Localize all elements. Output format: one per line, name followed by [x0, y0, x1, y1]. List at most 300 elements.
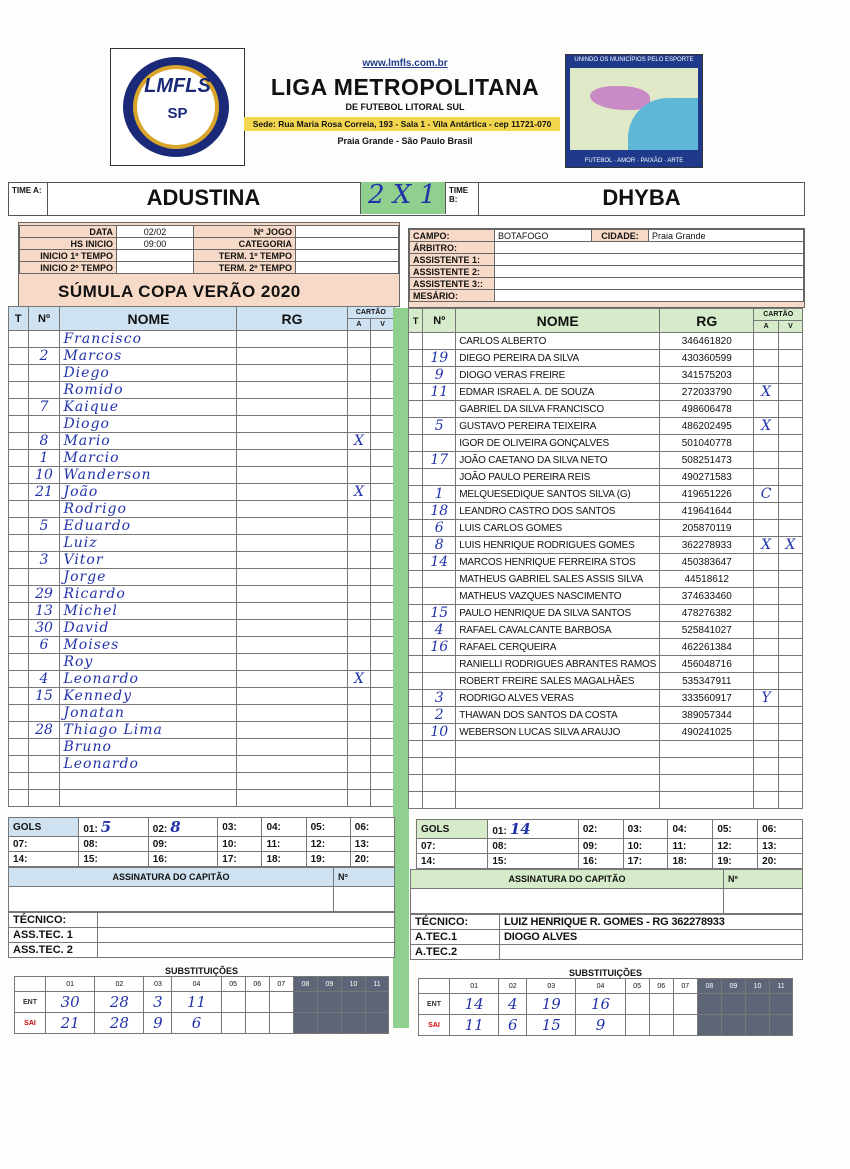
- card-a: [347, 450, 371, 467]
- card-a: [347, 348, 371, 365]
- card-a: [754, 741, 778, 758]
- card-a: [754, 724, 778, 741]
- goal-slot: [623, 820, 668, 839]
- player-rg: 205870119: [660, 520, 754, 537]
- goal-slot-label: 20:: [354, 853, 370, 865]
- goal-slot: [417, 854, 488, 869]
- staff-label: TÉCNICO:: [9, 913, 98, 928]
- player-name: Romido: [60, 382, 237, 399]
- goal-slot-label: 14:: [421, 855, 436, 867]
- table-row: [409, 469, 803, 486]
- site-link[interactable]: www.lmfls.com.br: [362, 58, 448, 69]
- team-a-label: TIME A:: [12, 186, 42, 195]
- card-v: [371, 671, 395, 688]
- sub-col-header: 08: [697, 979, 721, 994]
- player-rg: [237, 518, 347, 535]
- player-name: DIOGO VERAS FREIRE: [456, 367, 660, 384]
- info-left-cell: [117, 250, 194, 262]
- card-a: [347, 705, 371, 722]
- table-row: [409, 367, 803, 384]
- table-row: [9, 518, 395, 535]
- staff-value: DIOGO ALVES: [500, 930, 803, 945]
- card-v: [371, 535, 395, 552]
- staff-value: [98, 943, 395, 958]
- logo-sub: SP: [167, 105, 188, 122]
- card-a: [347, 331, 371, 348]
- player-number: 11: [423, 384, 456, 401]
- player-name: Diogo: [60, 416, 237, 433]
- player-rg: [660, 758, 754, 775]
- col-cartao: CARTÃO: [347, 307, 394, 319]
- sub-col-header: 10: [341, 977, 365, 992]
- player-number: 6: [423, 520, 456, 537]
- player-number: 4: [28, 671, 60, 688]
- staff-label: ASS.TEC. 2: [9, 943, 98, 958]
- player-name: RANIELLI RODRIGUES ABRANTES RAMOS: [456, 656, 660, 673]
- player-number: 21: [28, 484, 60, 501]
- sub-col-header: 09: [317, 977, 341, 992]
- card-a: [347, 773, 371, 790]
- player-name: Kaique: [60, 399, 237, 416]
- subs-left: [14, 966, 389, 1034]
- sub-cell: 9: [144, 1013, 172, 1034]
- card-v: [778, 571, 802, 588]
- card-a: [347, 722, 371, 739]
- sub-row-label: ENT: [419, 994, 450, 1015]
- player-name: ROBERT FREIRE SALES MAGALHÃES: [456, 673, 660, 690]
- table-row: [9, 654, 395, 671]
- table-row: [9, 790, 395, 807]
- table-row: [9, 603, 395, 620]
- sub-col-header: 05: [625, 979, 649, 994]
- card-v: [371, 586, 395, 603]
- goal-slot: [306, 837, 350, 852]
- card-v: [371, 756, 395, 773]
- goal-slot: [218, 837, 262, 852]
- sub-cell: [245, 1013, 269, 1034]
- card-v: [778, 588, 802, 605]
- info-left-cell: INICIO 1º TEMPO: [20, 250, 117, 262]
- sub-cell: [625, 994, 649, 1015]
- staff-left: [8, 912, 395, 958]
- player-rg: [237, 671, 347, 688]
- table-row: [9, 399, 395, 416]
- sub-cell: [317, 992, 341, 1013]
- table-row: [9, 484, 395, 501]
- player-number: [28, 739, 60, 756]
- card-a: [347, 586, 371, 603]
- player-rg: [237, 552, 347, 569]
- table-row: [409, 554, 803, 571]
- card-v: [371, 433, 395, 450]
- player-name: João: [60, 484, 237, 501]
- info-right-label: ÁRBITRO:: [410, 242, 495, 254]
- card-v: [371, 416, 395, 433]
- info-left-cell: 09:00: [117, 238, 194, 250]
- col-cartao-b: CARTÃO: [754, 309, 803, 321]
- card-a: [347, 382, 371, 399]
- player-name: MATHEUS VAZQUES NASCIMENTO: [456, 588, 660, 605]
- player-rg: [237, 467, 347, 484]
- player-name: LEANDRO CASTRO DOS SANTOS: [456, 503, 660, 520]
- info-left-cell: INICIO 2º TEMPO: [20, 262, 117, 274]
- card-v: [371, 382, 395, 399]
- table-row: [9, 773, 395, 790]
- goal-slot-label: 03:: [222, 821, 237, 833]
- staff-label: ASS.TEC. 1: [9, 928, 98, 943]
- col-a: A: [347, 319, 371, 331]
- sub-col-header: 03: [144, 977, 172, 992]
- sub-cell: 16: [576, 994, 625, 1015]
- info-right-label: ASSISTENTE 2:: [410, 266, 495, 278]
- player-name: Kennedy: [60, 688, 237, 705]
- goal-slot-label: 18:: [672, 855, 687, 867]
- league-title: LIGA METROPOLITANA: [270, 74, 540, 100]
- card-v: [371, 790, 395, 807]
- table-row: [409, 639, 803, 656]
- player-name: Wanderson: [60, 467, 237, 484]
- staff-label: A.TEC.1: [411, 930, 500, 945]
- info-right-label: MESÁRIO:: [410, 290, 495, 302]
- goal-slot: [713, 854, 758, 869]
- campo-value: BOTAFOGO: [495, 230, 592, 242]
- goal-slot: [9, 852, 79, 867]
- player-number: 8: [28, 433, 60, 450]
- sub-cell: [293, 1013, 317, 1034]
- player-number: [28, 654, 60, 671]
- card-v: [778, 554, 802, 571]
- goal-slot-label: 13:: [762, 840, 777, 852]
- card-v: [778, 622, 802, 639]
- goal-slot: [350, 852, 394, 867]
- card-a: [347, 620, 371, 637]
- campo-label: CAMPO:: [410, 230, 495, 242]
- player-number: 19: [423, 350, 456, 367]
- card-a: [754, 707, 778, 724]
- table-row: [409, 741, 803, 758]
- card-a: [754, 469, 778, 486]
- divider-bar: [393, 308, 409, 1028]
- table-row: [9, 586, 395, 603]
- info-left-cell: HS INICIO: [20, 238, 117, 250]
- player-rg: [237, 501, 347, 518]
- player-number: [423, 741, 456, 758]
- card-a: [347, 790, 371, 807]
- goal-slot-label: 04:: [672, 823, 687, 835]
- goal-slot-label: 08:: [492, 840, 507, 852]
- card-v: [371, 569, 395, 586]
- sub-cell: 19: [527, 994, 576, 1015]
- goal-slot: [417, 839, 488, 854]
- player-rg: [660, 741, 754, 758]
- goal-slot-label: 20:: [762, 855, 777, 867]
- player-number: 30: [28, 620, 60, 637]
- sub-cell: 4: [499, 994, 527, 1015]
- table-row: [409, 588, 803, 605]
- player-rg: [237, 365, 347, 382]
- player-rg: [237, 416, 347, 433]
- sub-col-header: 11: [770, 979, 793, 994]
- player-name: Jonatan: [60, 705, 237, 722]
- goal-slot: [623, 839, 668, 854]
- sub-cell: [649, 1015, 673, 1036]
- player-name: [456, 775, 660, 792]
- card-a: [347, 518, 371, 535]
- table-row: [9, 535, 395, 552]
- player-number: 29: [28, 586, 60, 603]
- table-row: [9, 705, 395, 722]
- player-rg: 450383647: [660, 554, 754, 571]
- col-nome: NOME: [60, 307, 237, 331]
- table-row: [9, 722, 395, 739]
- player-rg: 44518612: [660, 571, 754, 588]
- goal-slot-label: 16:: [582, 855, 598, 867]
- player-number: 7: [28, 399, 60, 416]
- info-left-cell: [296, 262, 399, 274]
- player-rg: [237, 739, 347, 756]
- player-number: 1: [28, 450, 60, 467]
- goal-slot-label: 15:: [492, 855, 507, 867]
- player-rg: 498606478: [660, 401, 754, 418]
- player-number: 6: [28, 637, 60, 654]
- table-row: [9, 756, 395, 773]
- card-v: [371, 501, 395, 518]
- goal-slot: [9, 837, 79, 852]
- league-city: Praia Grande - São Paulo Brasil: [337, 136, 473, 146]
- player-rg: 456048716: [660, 656, 754, 673]
- player-number: [28, 756, 60, 773]
- col-n-b: Nº: [423, 309, 456, 333]
- info-left-cell: [296, 250, 399, 262]
- card-a: [754, 605, 778, 622]
- player-number: 4: [423, 622, 456, 639]
- card-a: Y: [754, 690, 778, 707]
- goal-slot-label: 15:: [83, 853, 98, 865]
- player-rg: 430360599: [660, 350, 754, 367]
- goal-slot-label: 12:: [717, 840, 732, 852]
- sub-col-header: 03: [527, 979, 576, 994]
- sub-col-header: 10: [745, 979, 769, 994]
- player-rg: 374633460: [660, 588, 754, 605]
- sub-row-label: ENT: [15, 992, 46, 1013]
- card-v: [371, 603, 395, 620]
- card-a: [347, 416, 371, 433]
- player-name: Marcio: [60, 450, 237, 467]
- player-rg: 272033790: [660, 384, 754, 401]
- goal-slot: [578, 854, 623, 869]
- table-row: [9, 416, 395, 433]
- card-v: [778, 350, 802, 367]
- player-number: 28: [28, 722, 60, 739]
- info-left-cell: [296, 238, 399, 250]
- player-name: Leonardo: [60, 671, 237, 688]
- goals-team-b: [416, 819, 803, 869]
- goal-slot-label: 10:: [222, 838, 237, 850]
- player-number: [28, 790, 60, 807]
- player-name: WEBERSON LUCAS SILVA ARAUJO: [456, 724, 660, 741]
- card-a: [754, 503, 778, 520]
- player-rg: [237, 722, 347, 739]
- card-v: [371, 773, 395, 790]
- card-a: [347, 688, 371, 705]
- player-name: IGOR DE OLIVEIRA GONÇALVES: [456, 435, 660, 452]
- sub-col-header: 04: [172, 977, 221, 992]
- table-row: [409, 333, 803, 350]
- player-number: 13: [28, 603, 60, 620]
- info-right-label: ASSISTENTE 3::: [410, 278, 495, 290]
- player-rg: [237, 705, 347, 722]
- goals-label: GOLS: [417, 820, 488, 839]
- cidade-value: Praia Grande: [649, 230, 804, 242]
- player-rg: [237, 348, 347, 365]
- player-number: [423, 588, 456, 605]
- player-name: LUIS CARLOS GOMES: [456, 520, 660, 537]
- sub-col-header: 02: [499, 979, 527, 994]
- card-a: [754, 435, 778, 452]
- player-rg: [237, 569, 347, 586]
- sub-cell: [770, 1015, 793, 1036]
- goal-slot: [79, 852, 148, 867]
- card-a: [347, 739, 371, 756]
- table-row: [9, 348, 395, 365]
- player-rg: 486202495: [660, 418, 754, 435]
- sub-cell: [221, 1013, 245, 1034]
- goal-slot-label: 08:: [83, 838, 98, 850]
- table-row: [409, 690, 803, 707]
- player-name: [60, 773, 237, 790]
- sub-col-header: 01: [450, 979, 499, 994]
- goals-team-a: [8, 817, 395, 867]
- col-n: Nº: [28, 307, 60, 331]
- player-rg: 333560917: [660, 690, 754, 707]
- player-rg: 478276382: [660, 605, 754, 622]
- player-name: David: [60, 620, 237, 637]
- card-v: [778, 758, 802, 775]
- player-name: LUIS HENRIQUE RODRIGUES GOMES: [456, 537, 660, 554]
- card-a: [754, 401, 778, 418]
- sub-col-header: 06: [245, 977, 269, 992]
- player-name: [60, 790, 237, 807]
- table-row: [409, 775, 803, 792]
- card-a: [754, 554, 778, 571]
- player-name: RAFAEL CERQUEIRA: [456, 639, 660, 656]
- sub-cell: 6: [499, 1015, 527, 1036]
- player-number: [28, 331, 60, 348]
- sub-cell: [341, 992, 365, 1013]
- card-a: [347, 535, 371, 552]
- card-v: [371, 722, 395, 739]
- table-row: [409, 673, 803, 690]
- card-v: [371, 620, 395, 637]
- goal-slot: [488, 820, 578, 839]
- staff-value: LUIZ HENRIQUE R. GOMES - RG 362278933: [500, 915, 803, 930]
- card-v: X: [778, 537, 802, 554]
- player-number: [423, 435, 456, 452]
- goal-slot: [262, 837, 306, 852]
- card-v: [778, 418, 802, 435]
- card-a: C: [754, 486, 778, 503]
- card-a: [347, 399, 371, 416]
- goal-slot: [306, 818, 350, 837]
- player-name: JOÃO PAULO PEREIRA REIS: [456, 469, 660, 486]
- goal-slot-label: 12:: [310, 838, 326, 850]
- card-a: X: [754, 418, 778, 435]
- card-v: [371, 348, 395, 365]
- card-v: [778, 792, 802, 809]
- table-row: [409, 758, 803, 775]
- league-logo: [110, 48, 245, 166]
- player-rg: [237, 756, 347, 773]
- info-left-cell: CATEGORIA: [194, 238, 296, 250]
- logo-text: LMFLS: [144, 75, 211, 97]
- goal-slot-label: 01:: [492, 826, 507, 837]
- sub-cell: 14: [450, 994, 499, 1015]
- sub-col-header: 08: [293, 977, 317, 992]
- captain-label-b: ASSINATURA DO CAPITÃO: [411, 870, 724, 889]
- staff-label: TÉCNICO:: [411, 915, 500, 930]
- table-row: [409, 503, 803, 520]
- card-v: [778, 639, 802, 656]
- sub-cell: [269, 992, 293, 1013]
- sub-cell: 30: [46, 992, 95, 1013]
- goal-slot: [668, 854, 713, 869]
- card-v: [778, 741, 802, 758]
- player-name: Rodrigo: [60, 501, 237, 518]
- info-left-cell: [296, 226, 399, 238]
- goal-slot-label: 06:: [354, 821, 370, 833]
- goal-slot-label: 11:: [672, 840, 687, 852]
- goals-label: GOLS: [9, 818, 79, 837]
- table-row: [9, 671, 395, 688]
- player-rg: 501040778: [660, 435, 754, 452]
- player-number: [423, 469, 456, 486]
- table-row: [409, 384, 803, 401]
- player-rg: [237, 620, 347, 637]
- card-v: [778, 724, 802, 741]
- player-rg: 341575203: [660, 367, 754, 384]
- table-row: [409, 520, 803, 537]
- card-a: X: [347, 484, 371, 501]
- goal-slot-label: 01:: [83, 824, 98, 835]
- sub-cell: 11: [172, 992, 221, 1013]
- team-b-roster: [408, 308, 803, 809]
- card-v: [778, 605, 802, 622]
- player-number: 3: [423, 690, 456, 707]
- staff-right: [410, 914, 803, 960]
- final-score: 2 X 1: [367, 180, 437, 210]
- player-number: [423, 333, 456, 350]
- team-a-roster: [8, 306, 395, 807]
- col-v: V: [371, 319, 395, 331]
- goal-slot: [148, 837, 217, 852]
- goal-slot: [488, 839, 578, 854]
- goal-slot-label: 06:: [762, 823, 777, 835]
- card-v: [371, 637, 395, 654]
- card-v: [371, 399, 395, 416]
- card-a: X: [754, 384, 778, 401]
- table-row: [409, 707, 803, 724]
- card-v: [371, 450, 395, 467]
- goal-scorer-number: 5: [100, 818, 112, 836]
- player-name: Eduardo: [60, 518, 237, 535]
- table-row: [9, 433, 395, 450]
- card-v: [778, 333, 802, 350]
- sub-cell: [697, 1015, 721, 1036]
- info-right-label: ASSISTENTE 1:: [410, 254, 495, 266]
- player-number: 2: [28, 348, 60, 365]
- card-v: [778, 503, 802, 520]
- card-v: [371, 365, 395, 382]
